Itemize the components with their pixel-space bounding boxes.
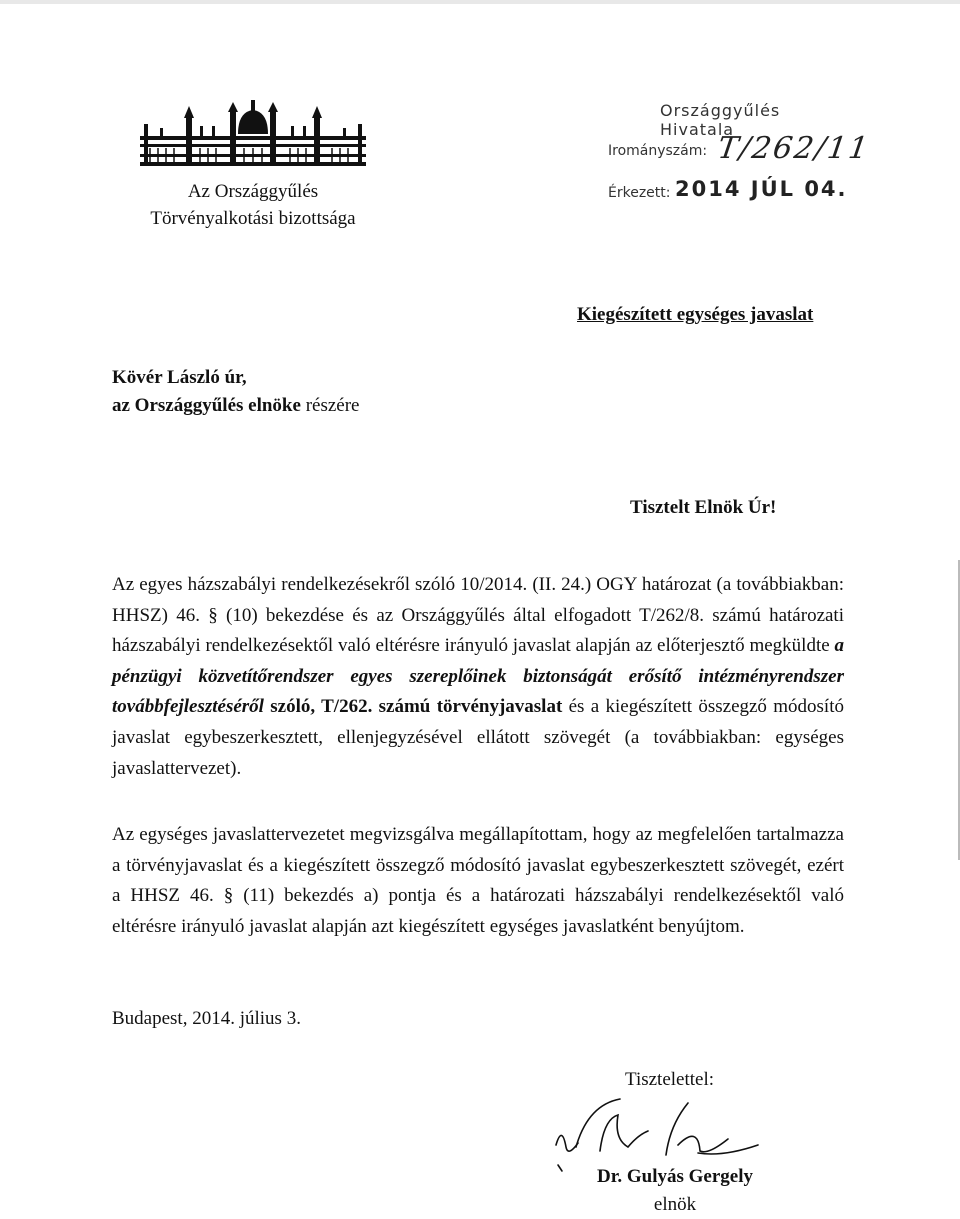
stamp-received-date: 2014 JÚL 04. xyxy=(675,177,848,201)
stamp-received-label: Érkezett: xyxy=(608,185,671,201)
committee-name: Törvényalkotási bizottsága xyxy=(150,208,356,229)
paragraph-1-bill-number: szóló, T/262. számú törvényjavaslat xyxy=(263,696,563,718)
stamp-registration-number: T/262/11 xyxy=(715,131,873,166)
paragraph-1-part-3: és a kiegészített összegző módosító javaslat egybeszerkesztett, ellenjegyzésével ellátott szövegét (a továbbiakban: egységes javaslattervezet). xyxy=(112,696,844,779)
org-name: Az Országgyűlés xyxy=(187,181,319,202)
parliament-logo-icon xyxy=(140,100,366,166)
signer-role: elnök xyxy=(653,1194,697,1215)
top-border xyxy=(0,0,960,4)
paragraph-1 xyxy=(112,570,844,784)
bill-title: a pénzügyi közvetítőrendszer egyes szereplőinek biztonságát erősítő intézményrendszer továbbfejlesztéséről xyxy=(112,635,844,718)
registration-stamp xyxy=(600,95,873,205)
addressee-name: Kövér László úr, xyxy=(112,367,247,388)
stamp-office: Országgyűlés Hivatala xyxy=(660,101,781,139)
addressee-title-line xyxy=(112,394,359,418)
addressee-title: az Országgyűlés elnöke xyxy=(112,395,301,416)
addressee-suffix: részére xyxy=(300,395,360,416)
stamp-registration-label: Irományszám: xyxy=(608,143,708,159)
closing-phrase: Tisztelettel: xyxy=(625,1069,715,1090)
signer-name: Dr. Gulyás Gergely xyxy=(596,1166,754,1187)
document-type: Kiegészített egységes javaslat xyxy=(577,304,814,325)
signer-block xyxy=(590,1163,760,1219)
paragraph-2: Az egységes javaslattervezetet megvizsgálva megállapítottam, hogy az megfelelően tartalmazza a törvényjavaslat és a kiegészített összegző módosító javaslat egybeszerkesztett szövegét, ezért a HHSZ 46. § (11) bekezdés a) pontja és a határozati házszabályi rendelkezésektől való eltérésre irányuló javaslat alapján azt kiegészített egységes javaslatként benyújtom. xyxy=(112,824,844,937)
salutation: Tisztelt Elnök Úr! xyxy=(630,497,777,518)
place-date: Budapest, 2014. július 3. xyxy=(112,1008,301,1029)
paragraph-1-part-1: Az egyes házszabályi rendelkezésekről szóló 10/2014. (II. 24.) OGY határozat (a továbbiakban: HHSZ) 46. § (10) bekezdése és az Országgyűlés által elfogadott T/262/8. számú határozati házszabályi rendelkezésektől való eltérésre irányuló javaslat alapján az előterjesztő megküldte xyxy=(112,574,844,657)
